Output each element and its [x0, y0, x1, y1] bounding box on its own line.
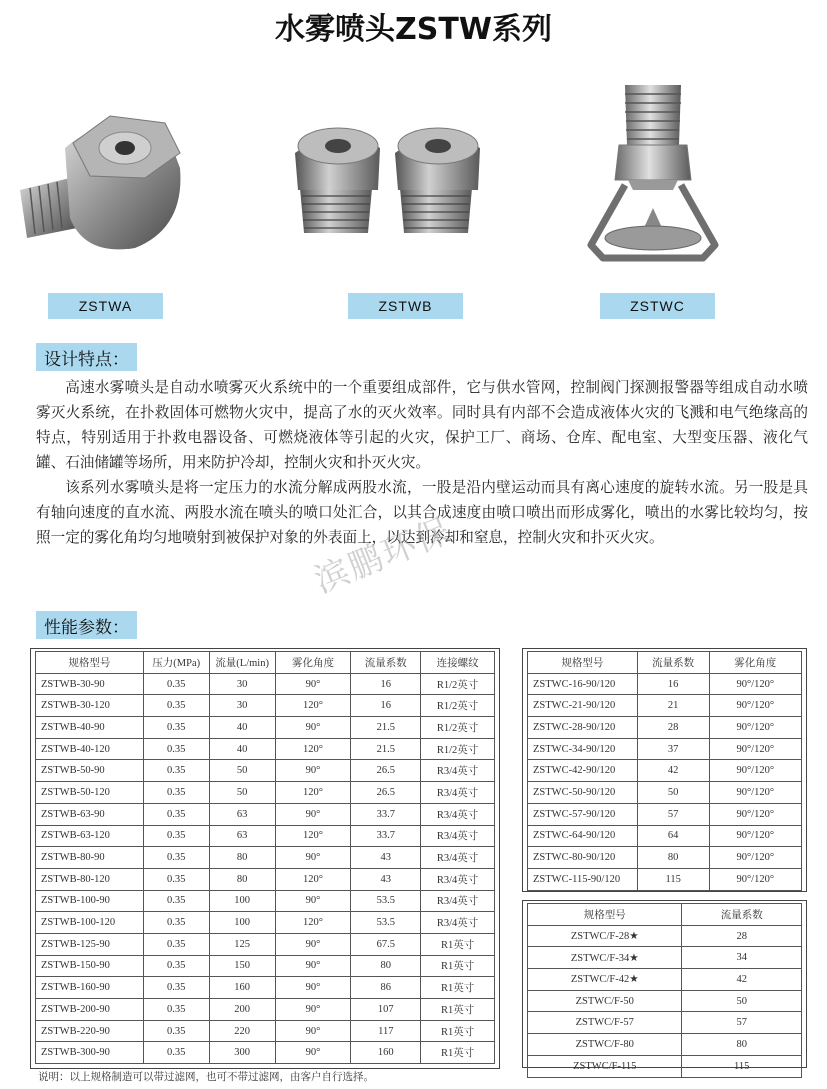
- table-row: [36, 673, 495, 695]
- table-row: [528, 803, 802, 825]
- table-row: [528, 990, 802, 1012]
- watermark-text: 滨鹏环保: [309, 510, 458, 602]
- value-cell: 80: [209, 868, 275, 890]
- column-header: 流量系数: [682, 904, 802, 926]
- value-cell: 0.35: [143, 999, 209, 1021]
- value-cell: R1英寸: [421, 999, 495, 1021]
- table-row: [528, 673, 802, 695]
- table-row: [36, 1042, 495, 1064]
- value-cell: 220: [209, 1020, 275, 1042]
- value-cell: R1英寸: [421, 977, 495, 999]
- value-cell: R3/4英寸: [421, 912, 495, 934]
- value-cell: 90°/120°: [709, 717, 801, 739]
- value-cell: 0.35: [143, 782, 209, 804]
- model-cell: ZSTWB-150-90: [36, 955, 144, 977]
- value-cell: 125: [209, 933, 275, 955]
- value-cell: 50: [209, 760, 275, 782]
- table-row: [36, 977, 495, 999]
- model-cell: ZSTWC-64-90/120: [528, 825, 638, 847]
- table-row: [528, 1012, 802, 1034]
- model-cell: ZSTWB-80-120: [36, 868, 144, 890]
- value-cell: 40: [209, 738, 275, 760]
- value-cell: 90°/120°: [709, 847, 801, 869]
- model-cell: ZSTWB-40-120: [36, 738, 144, 760]
- table-row: [36, 890, 495, 912]
- value-cell: 0.35: [143, 912, 209, 934]
- model-cell: ZSTWB-100-90: [36, 890, 144, 912]
- value-cell: 90°: [275, 673, 351, 695]
- value-cell: 160: [351, 1042, 421, 1064]
- table-row: [36, 738, 495, 760]
- value-cell: 0.35: [143, 977, 209, 999]
- table-header-row: [528, 652, 802, 674]
- value-cell: 64: [637, 825, 709, 847]
- value-cell: 43: [351, 868, 421, 890]
- value-cell: 0.35: [143, 955, 209, 977]
- zstwb-spec-table: [35, 651, 495, 1064]
- performance-heading: 性能参数：: [36, 611, 137, 639]
- model-cell: ZSTWB-63-90: [36, 803, 144, 825]
- value-cell: 120°: [275, 782, 351, 804]
- value-cell: R1/2英寸: [421, 673, 495, 695]
- value-cell: 43: [351, 847, 421, 869]
- column-header: 雾化角度: [709, 652, 801, 674]
- value-cell: 57: [637, 803, 709, 825]
- value-cell: 120°: [275, 912, 351, 934]
- table-row: [528, 760, 802, 782]
- value-cell: 300: [209, 1042, 275, 1064]
- value-cell: 100: [209, 890, 275, 912]
- model-cell: ZSTWC-16-90/120: [528, 673, 638, 695]
- model-cell: ZSTWC/F-50: [528, 990, 682, 1012]
- zstwc-nozzle-photo: [583, 80, 723, 275]
- value-cell: 0.35: [143, 760, 209, 782]
- value-cell: 30: [209, 673, 275, 695]
- column-header: 规格型号: [36, 652, 144, 674]
- value-cell: R3/4英寸: [421, 760, 495, 782]
- value-cell: 40: [209, 717, 275, 739]
- value-cell: 120°: [275, 825, 351, 847]
- model-cell: ZSTWB-160-90: [36, 977, 144, 999]
- table-row: [36, 803, 495, 825]
- value-cell: 0.35: [143, 847, 209, 869]
- value-cell: 120°: [275, 868, 351, 890]
- model-cell: ZSTWB-50-120: [36, 782, 144, 804]
- value-cell: 90°: [275, 890, 351, 912]
- value-cell: R1英寸: [421, 1042, 495, 1064]
- value-cell: 21.5: [351, 717, 421, 739]
- value-cell: 63: [209, 803, 275, 825]
- column-header: 规格型号: [528, 652, 638, 674]
- column-header: 规格型号: [528, 904, 682, 926]
- model-cell: ZSTWC-57-90/120: [528, 803, 638, 825]
- model-cell: ZSTWC-28-90/120: [528, 717, 638, 739]
- value-cell: 90°/120°: [709, 673, 801, 695]
- value-cell: R3/4英寸: [421, 825, 495, 847]
- table-row: [528, 847, 802, 869]
- table-row: [36, 695, 495, 717]
- value-cell: 90°: [275, 977, 351, 999]
- value-cell: 90°: [275, 760, 351, 782]
- table-row: [36, 955, 495, 977]
- value-cell: 0.35: [143, 868, 209, 890]
- design-paragraph-2: 该系列水雾喷头是将一定压力的水流分解成两股水流，一股是沿内壁运动而具有离心速度的旋转水流。另一股是具有轴向速度的直水流、两股水流在喷头的喷口处汇合，以其合成速度由喷口喷出而形成雾化，喷出的水雾比较均匀，按照一定的雾化角均匀地喷射到被保护对象的外表面上，以达到冷却和窒息，控制火灾和扑灭火灾。: [36, 479, 808, 546]
- value-cell: 33.7: [351, 825, 421, 847]
- table-row: [528, 1055, 802, 1077]
- value-cell: 0.35: [143, 1020, 209, 1042]
- value-cell: 0.35: [143, 890, 209, 912]
- model-cell: ZSTWB-220-90: [36, 1020, 144, 1042]
- table-row: [36, 717, 495, 739]
- model-cell: ZSTWC-115-90/120: [528, 868, 638, 890]
- value-cell: R1英寸: [421, 1020, 495, 1042]
- design-heading: 设计特点：: [36, 343, 137, 371]
- model-cell: ZSTWB-50-90: [36, 760, 144, 782]
- value-cell: 30: [209, 695, 275, 717]
- table-row: [36, 999, 495, 1021]
- model-cell: ZSTWB-63-120: [36, 825, 144, 847]
- model-cell: ZSTWB-30-120: [36, 695, 144, 717]
- value-cell: 90°/120°: [709, 782, 801, 804]
- value-cell: 150: [209, 955, 275, 977]
- value-cell: R3/4英寸: [421, 847, 495, 869]
- value-cell: 100: [209, 912, 275, 934]
- value-cell: 50: [682, 990, 802, 1012]
- column-header: 雾化角度: [275, 652, 351, 674]
- table-row: [528, 868, 802, 890]
- column-header: 流量(L/min): [209, 652, 275, 674]
- value-cell: 80: [209, 847, 275, 869]
- table-row: [528, 825, 802, 847]
- value-cell: 34: [682, 947, 802, 969]
- model-cell: ZSTWC/F-80: [528, 1034, 682, 1056]
- value-cell: 21.5: [351, 738, 421, 760]
- value-cell: 90°/120°: [709, 738, 801, 760]
- design-paragraph-1: 高速水雾喷头是自动水喷雾灭火系统中的一个重要组成部件，它与供水管网，控制阀门探测报警器等组成自动水喷雾灭火系统，在扑救固体可燃物火灾中，提高了水的灭火效率。同时具有内部不会造成液体火灾的飞溅和电气绝缘高的特点，特别适用于扑救电器设备、可燃烧液体等引起的火灾，保护工厂、商场、仓库、配电室、大型变压器、液化气罐、石油储罐等场所，用来防护冷却，控制火灾和扑灭火灾。: [36, 379, 808, 471]
- zstwb-nozzle-photo: [290, 118, 490, 243]
- value-cell: 37: [637, 738, 709, 760]
- value-cell: 42: [682, 969, 802, 991]
- value-cell: 200: [209, 999, 275, 1021]
- model-cell: ZSTWC/F-28★: [528, 925, 682, 947]
- product-label-zstwa: ZSTWA: [48, 293, 163, 319]
- value-cell: 115: [637, 868, 709, 890]
- value-cell: 67.5: [351, 933, 421, 955]
- value-cell: 90°/120°: [709, 825, 801, 847]
- value-cell: R1/2英寸: [421, 717, 495, 739]
- value-cell: 50: [637, 782, 709, 804]
- value-cell: R1英寸: [421, 955, 495, 977]
- column-header: 连接螺纹: [421, 652, 495, 674]
- model-cell: ZSTWB-40-90: [36, 717, 144, 739]
- value-cell: 117: [351, 1020, 421, 1042]
- model-cell: ZSTWC/F-115: [528, 1055, 682, 1077]
- zstwcf-spec-table: [527, 903, 802, 1078]
- model-cell: ZSTWC/F-42★: [528, 969, 682, 991]
- value-cell: 0.35: [143, 738, 209, 760]
- table-row: [528, 738, 802, 760]
- page-title: 水雾喷头ZSTW系列: [275, 12, 552, 47]
- value-cell: 107: [351, 999, 421, 1021]
- model-cell: ZSTWB-100-120: [36, 912, 144, 934]
- table-row: [36, 782, 495, 804]
- value-cell: R3/4英寸: [421, 782, 495, 804]
- value-cell: 53.5: [351, 912, 421, 934]
- table-row: [36, 933, 495, 955]
- value-cell: 90°: [275, 933, 351, 955]
- value-cell: 0.35: [143, 933, 209, 955]
- table-row: [36, 868, 495, 890]
- table-row: [528, 1034, 802, 1056]
- value-cell: 86: [351, 977, 421, 999]
- value-cell: 90°: [275, 955, 351, 977]
- value-cell: 120°: [275, 695, 351, 717]
- table-row: [36, 760, 495, 782]
- table-row: [528, 782, 802, 804]
- product-label-zstwc: ZSTWC: [600, 293, 715, 319]
- value-cell: 16: [351, 695, 421, 717]
- model-cell: ZSTWB-300-90: [36, 1042, 144, 1064]
- value-cell: 80: [682, 1034, 802, 1056]
- column-header: 流量系数: [637, 652, 709, 674]
- value-cell: 26.5: [351, 760, 421, 782]
- value-cell: 80: [637, 847, 709, 869]
- value-cell: 28: [682, 925, 802, 947]
- value-cell: 90°: [275, 803, 351, 825]
- value-cell: 80: [351, 955, 421, 977]
- value-cell: 90°/120°: [709, 695, 801, 717]
- value-cell: 0.35: [143, 1042, 209, 1064]
- table-header-row: [528, 904, 802, 926]
- value-cell: 0.35: [143, 717, 209, 739]
- value-cell: 57: [682, 1012, 802, 1034]
- value-cell: 90°/120°: [709, 760, 801, 782]
- value-cell: 160: [209, 977, 275, 999]
- value-cell: 90°: [275, 717, 351, 739]
- table-row: [528, 717, 802, 739]
- model-cell: ZSTWC-42-90/120: [528, 760, 638, 782]
- column-header: 压力(MPa): [143, 652, 209, 674]
- value-cell: 0.35: [143, 825, 209, 847]
- table-row: [528, 695, 802, 717]
- value-cell: 33.7: [351, 803, 421, 825]
- value-cell: 0.35: [143, 695, 209, 717]
- value-cell: 28: [637, 717, 709, 739]
- value-cell: 90°/120°: [709, 868, 801, 890]
- model-cell: ZSTWC-34-90/120: [528, 738, 638, 760]
- value-cell: 50: [209, 782, 275, 804]
- table-row: [36, 847, 495, 869]
- table-row: [36, 1020, 495, 1042]
- value-cell: 21: [637, 695, 709, 717]
- value-cell: 120°: [275, 738, 351, 760]
- value-cell: 0.35: [143, 673, 209, 695]
- value-cell: R3/4英寸: [421, 868, 495, 890]
- value-cell: 16: [351, 673, 421, 695]
- value-cell: 26.5: [351, 782, 421, 804]
- product-label-zstwb: ZSTWB: [348, 293, 463, 319]
- table-row: [528, 925, 802, 947]
- value-cell: R3/4英寸: [421, 803, 495, 825]
- value-cell: 90°: [275, 1020, 351, 1042]
- value-cell: 90°: [275, 1042, 351, 1064]
- value-cell: 63: [209, 825, 275, 847]
- zstwa-nozzle-photo: [15, 108, 195, 258]
- model-cell: ZSTWC-80-90/120: [528, 847, 638, 869]
- value-cell: 90°: [275, 999, 351, 1021]
- model-cell: ZSTWB-30-90: [36, 673, 144, 695]
- value-cell: 0.35: [143, 803, 209, 825]
- value-cell: 53.5: [351, 890, 421, 912]
- model-cell: ZSTWB-125-90: [36, 933, 144, 955]
- value-cell: R3/4英寸: [421, 890, 495, 912]
- column-header: 流量系数: [351, 652, 421, 674]
- table-row: [36, 912, 495, 934]
- value-cell: 115: [682, 1055, 802, 1077]
- value-cell: 42: [637, 760, 709, 782]
- value-cell: 90°: [275, 847, 351, 869]
- model-cell: ZSTWB-200-90: [36, 999, 144, 1021]
- model-cell: ZSTWC-50-90/120: [528, 782, 638, 804]
- model-cell: ZSTWC/F-34★: [528, 947, 682, 969]
- table-row: [528, 947, 802, 969]
- model-cell: ZSTWC/F-57: [528, 1012, 682, 1034]
- value-cell: R1英寸: [421, 933, 495, 955]
- table-header-row: [36, 652, 495, 674]
- value-cell: 90°/120°: [709, 803, 801, 825]
- value-cell: 16: [637, 673, 709, 695]
- value-cell: R1/2英寸: [421, 738, 495, 760]
- model-cell: ZSTWC-21-90/120: [528, 695, 638, 717]
- table-row: [36, 825, 495, 847]
- value-cell: R1/2英寸: [421, 695, 495, 717]
- footnote: 说明：以上规格制造可以带过滤网，也可不带过滤网，由客户自行选择。: [38, 1071, 374, 1083]
- table-row: [528, 969, 802, 991]
- model-cell: ZSTWB-80-90: [36, 847, 144, 869]
- zstwc-spec-table: [527, 651, 802, 891]
